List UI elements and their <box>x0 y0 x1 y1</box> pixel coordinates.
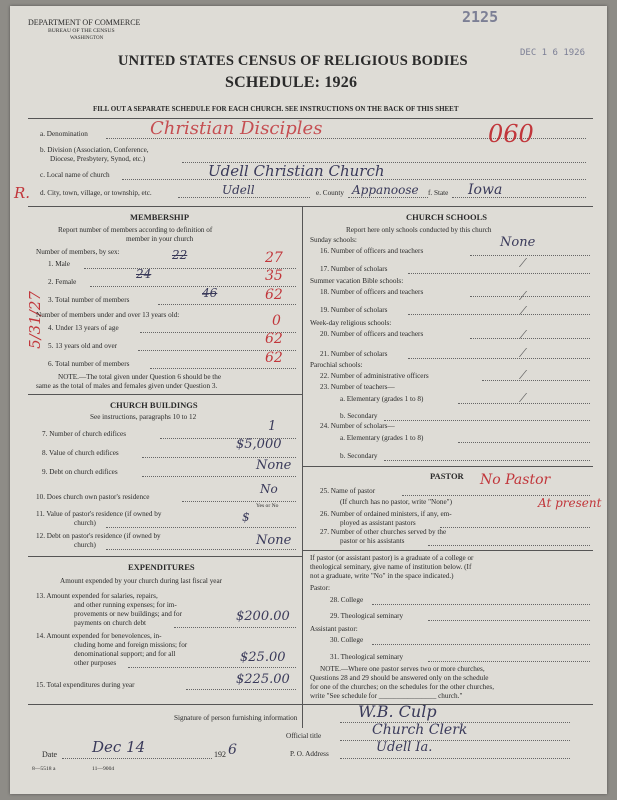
schools-intro: Report here only schools conducted by this church <box>346 226 492 234</box>
signature-value: W.B. Culp <box>358 702 437 721</box>
q7-value: 1 <box>268 419 277 434</box>
q22-label: 22. Number of administrative officers <box>320 372 429 380</box>
pastor-sub-label: Pastor: <box>310 584 330 592</box>
membership-note: NOTE.—The total given under Question 6 should be the <box>58 373 222 381</box>
stamp-number: 2125 <box>462 8 499 26</box>
q11-value: $ <box>242 510 250 524</box>
q14-line-4: other purposes <box>74 659 117 667</box>
q19-label: 19. Number of scholars <box>320 306 388 314</box>
state-value: Iowa <box>468 182 503 198</box>
q18-label: 18. Number of officers and teachers <box>320 288 424 296</box>
divider <box>348 197 428 198</box>
date-label: Date <box>42 750 58 759</box>
form-number-2: 11—9004 <box>92 766 115 772</box>
buildings-intro: See instructions, paragraphs 10 to 12 <box>90 413 197 421</box>
q13-line-1: 13. Amount expended for salaries, repairs, <box>36 592 158 600</box>
q26-label-2: ployed as assistant pastors <box>340 519 416 527</box>
divider <box>340 740 570 741</box>
divider <box>372 604 590 605</box>
q14-line-3: denominational support; and for all <box>74 650 176 658</box>
bureau-name: BUREAU OF THE CENSUS <box>48 28 115 34</box>
q2-old: 24 <box>136 267 152 281</box>
q24b-label: b. Secondary <box>340 452 378 460</box>
q2-value: 35 <box>265 268 283 284</box>
pastor-note-2: Questions 28 and 29 should be answered only on the schedule <box>310 674 489 682</box>
divider <box>150 368 296 369</box>
q10-label: 10. Does church own pastor's residence <box>36 493 150 501</box>
q17-label: 17. Number of scholars <box>320 265 388 273</box>
divider <box>302 550 593 551</box>
divider <box>142 476 296 477</box>
q1-label: 1. Male <box>48 260 70 268</box>
year-prefix: 192 <box>214 750 226 759</box>
q1-value: 27 <box>265 250 283 266</box>
census-form <box>10 6 607 794</box>
membership-intro-2: member in your church <box>126 235 194 243</box>
state-label: f. State <box>428 189 449 197</box>
divider <box>428 620 590 621</box>
pastor-note-1: NOTE.—Where one pastor serves two or more churches, <box>320 665 485 673</box>
q23-label: 23. Number of teachers— <box>320 383 395 391</box>
q25-value: No Pastor <box>480 472 551 488</box>
age-label: Number of members under and over 13 years old: <box>36 311 180 319</box>
divider <box>458 442 590 443</box>
q9-value: None <box>256 458 292 473</box>
form-subtitle: SCHEDULE: 1926 <box>225 74 358 91</box>
q28-label: 28. College <box>330 596 364 604</box>
membership-note-2: same as the total of males and females given under Question 3. <box>36 382 218 390</box>
membership-heading: MEMBERSHIP <box>130 212 190 222</box>
q13-line-2: and other running expenses; for im- <box>74 601 177 609</box>
q7-label: 7. Number of church edifices <box>42 430 127 438</box>
divider <box>408 358 590 359</box>
parochial-label: Parochial schools: <box>310 361 363 369</box>
q3-old: 46 <box>202 286 218 300</box>
q13-value: $200.00 <box>236 609 290 624</box>
dash-mark: ⁄ <box>522 391 525 405</box>
expenditures-intro: Amount expended by your church during last fiscal year <box>60 577 223 585</box>
divider <box>470 296 590 297</box>
q15-value: $225.00 <box>236 672 290 687</box>
divider <box>482 380 590 381</box>
schools-heading: CHURCH SCHOOLS <box>406 212 487 222</box>
q27-label: 27. Number of other churches served by the <box>320 528 447 536</box>
q13-line-4: payments on church debt <box>74 619 147 627</box>
q13-line-3: provements or new buildings; and for <box>74 610 182 618</box>
q20-label: 20. Number of officers and teachers <box>320 330 424 338</box>
q29-label: 29. Theological seminary <box>330 612 404 620</box>
denomination-code: 060 <box>488 120 534 148</box>
divider <box>106 527 296 528</box>
q3-value: 62 <box>265 287 283 303</box>
q5-value: 62 <box>265 331 283 347</box>
q27-label-2: pastor or his assistants <box>340 537 405 545</box>
divider <box>28 556 302 557</box>
q30-label: 30. College <box>330 636 364 644</box>
divider <box>28 394 302 395</box>
divider <box>62 758 212 759</box>
dash-mark: ⁄ <box>522 304 525 318</box>
q21-label: 21. Number of scholars <box>320 350 388 358</box>
official-title-label: Official title <box>286 732 322 740</box>
divider <box>384 460 590 461</box>
divider <box>302 466 593 467</box>
margin-date: 5/31/27 <box>25 291 44 349</box>
dash-mark: ⁄ <box>522 289 525 303</box>
divider <box>470 255 590 256</box>
q31-label: 31. Theological seminary <box>330 653 404 661</box>
q5-label: 5. 13 years old and over <box>48 342 118 350</box>
q8-label: 8. Value of church edifices <box>42 449 119 457</box>
divider <box>440 527 590 528</box>
year-value: 6 <box>228 742 237 758</box>
date-value: Dec 14 <box>92 738 146 756</box>
divider <box>470 338 590 339</box>
county-label: e. County <box>316 189 344 197</box>
membership-intro: Report number of members according to definition of <box>58 226 213 234</box>
divider <box>28 704 593 705</box>
denomination-value: Christian Disciples <box>150 118 323 139</box>
address-value: Udell Ia. <box>376 740 433 755</box>
divider <box>186 689 296 690</box>
buildings-heading: CHURCH BUILDINGS <box>110 400 198 410</box>
q11-label: 11. Value of pastor's residence (if owned by <box>36 510 162 518</box>
q10-value: No <box>260 482 278 496</box>
q14-line-2: cluding home and foreign missions; for <box>74 641 188 649</box>
divider <box>372 644 590 645</box>
form-title: UNITED STATES CENSUS OF RELIGIOUS BODIES <box>118 53 468 69</box>
q25-extra: At present <box>538 496 602 510</box>
divider <box>428 545 590 546</box>
weekday-label: Week-day religious schools: <box>310 319 392 327</box>
expenditures-heading: EXPENDITURES <box>128 562 195 572</box>
margin-mark: R. <box>14 184 31 202</box>
q9-label: 9. Debt on church edifices <box>42 468 118 476</box>
q16-value: None <box>500 235 536 250</box>
q25-note: (If church has no pastor, write "None") <box>340 498 452 506</box>
city-label: d. City, town, village, or township, etc. <box>40 189 152 197</box>
official-title-value: Church Clerk <box>372 722 468 738</box>
q2-label: 2. Female <box>48 278 77 286</box>
grad-line-3: not a graduate, write "No" in the space indicated.) <box>310 572 454 580</box>
dept-name: DEPARTMENT OF COMMERCE <box>28 18 141 27</box>
divider <box>158 304 296 305</box>
q1-old: 22 <box>172 248 188 262</box>
city-value: Udell <box>222 183 255 197</box>
divider <box>128 667 296 668</box>
q14-value: $25.00 <box>240 650 286 665</box>
q24a-label: a. Elementary (grades 1 to 8) <box>340 434 424 442</box>
divider <box>182 501 296 502</box>
q12-label: 12. Debt on pastor's residence (if owned by <box>36 532 161 540</box>
division-label-2: Diocese, Presbytery, Synod, etc.) <box>50 155 146 163</box>
dash-mark: ⁄ <box>522 368 525 382</box>
q11-label-2: church) <box>74 519 96 527</box>
divider <box>174 627 296 628</box>
q8-value: $5,000 <box>236 437 282 452</box>
divider <box>428 661 590 662</box>
q4-value: 0 <box>272 313 281 329</box>
q3-label: 3. Total number of members <box>48 296 130 304</box>
q26-label: 26. Number of ordained ministers, if any, em- <box>320 510 452 518</box>
denomination-label: a. Denomination <box>40 130 88 138</box>
county-value: Appanoose <box>352 183 419 197</box>
pastor-note-4: write "See schedule for ________________ church." <box>310 692 463 700</box>
grad-line-1: If pastor (or assistant pastor) is a graduate of a college or <box>310 554 474 562</box>
local-name-label: c. Local name of church <box>40 171 110 179</box>
form-instructions: FILL OUT A SEPARATE SCHEDULE FOR EACH CHURCH. SEE INSTRUCTIONS ON THE BACK OF THIS SHEET <box>93 105 459 113</box>
address-label: P. O. Address <box>290 750 329 758</box>
divider <box>408 314 590 315</box>
q25-label: 25. Name of pastor <box>320 487 376 495</box>
grad-line-2: theological seminary, give name of institution below. (If <box>310 563 472 571</box>
q23b-label: b. Secondary <box>340 412 378 420</box>
dash-mark: ⁄ <box>522 256 525 270</box>
divider <box>28 206 593 207</box>
q23a-label: a. Elementary (grades 1 to 8) <box>340 395 424 403</box>
q6-label: 6. Total number of members <box>48 360 130 368</box>
q16-label: 16. Number of officers and teachers <box>320 247 424 255</box>
stamp-date: DEC 1 6 1926 <box>520 48 586 58</box>
q15-label: 15. Total expenditures during year <box>36 681 135 689</box>
city-name: WASHINGTON <box>70 36 104 41</box>
pastor-note-3: for one of the churches; on the schedules for the other churches, <box>310 683 495 691</box>
q14-line-1: 14. Amount expended for benevolences, in- <box>36 632 162 640</box>
divider <box>106 549 296 550</box>
form-number: 8—5518 a <box>32 766 56 772</box>
dash-mark: ⁄ <box>522 346 525 360</box>
q10-hint: Yes or No <box>256 503 279 509</box>
divider <box>340 758 570 759</box>
q24-label: 24. Number of scholars— <box>320 422 395 430</box>
divider <box>178 197 310 198</box>
q4-label: 4. Under 13 years of age <box>48 324 119 332</box>
divider <box>384 420 590 421</box>
pastor-heading: PASTOR <box>430 471 464 481</box>
local-name-value: Udell Christian Church <box>208 162 385 180</box>
divider <box>408 273 590 274</box>
assistant-label: Assistant pastor: <box>310 625 358 633</box>
sex-label: Number of members, by sex: <box>36 248 120 256</box>
q6-value: 62 <box>265 350 283 366</box>
division-label: b. Division (Association, Conference, <box>40 146 149 154</box>
dash-mark: ⁄ <box>522 328 525 342</box>
divider <box>302 206 303 728</box>
q12-value: None <box>256 533 292 548</box>
vacation-label: Summer vacation Bible schools: <box>310 277 404 285</box>
sunday-label: Sunday schools: <box>310 236 357 244</box>
q12-label-2: church) <box>74 541 96 549</box>
signature-label: Signature of person furnishing information <box>174 714 298 722</box>
